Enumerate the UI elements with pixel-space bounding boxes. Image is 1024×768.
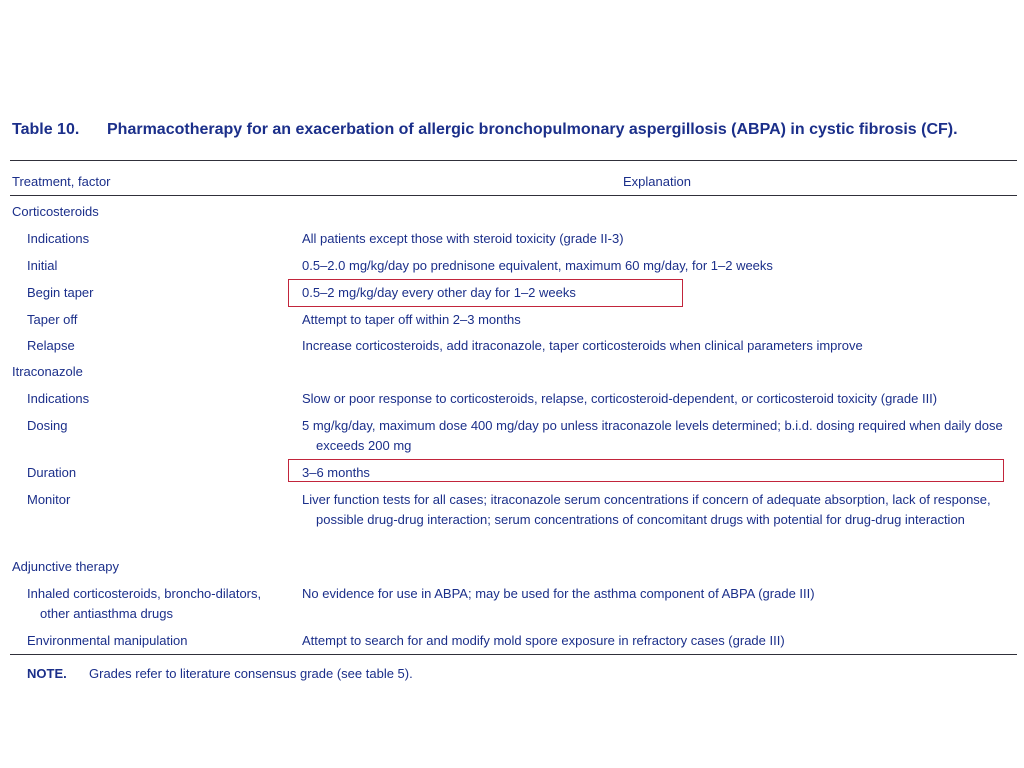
explanation-cell: 0.5–2.0 mg/kg/day po prednisone equivalent, maximum 60 mg/day, for 1–2 weeks: [302, 258, 773, 273]
explanation-cell: Increase corticosteroids, add itraconazole, taper corticosteroids when clinical parameters improve: [302, 338, 863, 353]
table-caption: [12, 121, 958, 139]
column-header-explanation: Explanation: [623, 174, 691, 189]
factor-cell: Inhaled corticosteroids, broncho-dilators, other antiasthma drugs: [27, 586, 262, 621]
note-label: NOTE.: [27, 666, 67, 681]
note-text: Grades refer to literature consensus grade (see table 5).: [89, 666, 413, 681]
explanation-cell: Attempt to search for and modify mold spore exposure in refractory cases (grade III): [302, 633, 785, 648]
explanation-cell: No evidence for use in ABPA; may be used for the asthma component of ABPA (grade III): [302, 586, 815, 601]
explanation-cell: 3–6 months: [302, 465, 370, 480]
factor-cell: Begin taper: [27, 285, 94, 300]
factor-cell: Relapse: [27, 338, 75, 353]
factor-cell: Initial: [27, 258, 58, 273]
bottom-rule: [10, 654, 1017, 655]
column-header-factor: Treatment, factor: [12, 174, 111, 189]
explanation-cell: All patients except those with steroid toxicity (grade II-3): [302, 231, 624, 246]
factor-cell: Monitor: [27, 492, 71, 507]
highlight-box-duration: [288, 459, 1004, 482]
section-heading-adjunctive-therapy: Adjunctive therapy: [12, 559, 119, 574]
factor-cell: Indications: [27, 391, 90, 406]
factor-cell: Taper off: [27, 312, 78, 327]
factor-cell: Dosing: [27, 418, 68, 433]
explanation-cell: Slow or poor response to corticosteroids, relapse, corticosteroid-dependent, or corticosteroid toxicity (grade III): [302, 391, 938, 406]
table-title: Pharmacotherapy for an exacerbation of allergic bronchopulmonary aspergillosis (ABPA) in cystic fibrosis (CF).: [107, 121, 958, 138]
section-heading-corticosteroids: Corticosteroids: [12, 204, 99, 219]
factor-cell: Environmental manipulation: [27, 633, 188, 648]
factor-cell: Duration: [27, 465, 77, 480]
factor-cell: Indications: [27, 231, 90, 246]
explanation-cell: Liver function tests for all cases; itraconazole serum concentrations if concern of adequate absorption, lack of response, possible drug-drug interaction; serum concentrations of concomitant drugs with potential for drug-drug interaction: [302, 492, 991, 527]
section-heading-itraconazole: Itraconazole: [12, 364, 83, 379]
highlight-box-begin-taper: [288, 279, 683, 307]
header-rule: [10, 195, 1017, 196]
explanation-cell: Attempt to taper off within 2–3 months: [302, 312, 521, 327]
explanation-cell: 5 mg/kg/day, maximum dose 400 mg/day po unless itraconazole levels determined; b.i.d. dosing required when daily dose exceeds 200 mg: [302, 418, 1003, 453]
table-note: [27, 666, 413, 681]
explanation-cell: 0.5–2 mg/kg/day every other day for 1–2 weeks: [302, 285, 576, 300]
top-rule: [10, 160, 1017, 161]
table-number: Table 10.: [12, 121, 80, 138]
